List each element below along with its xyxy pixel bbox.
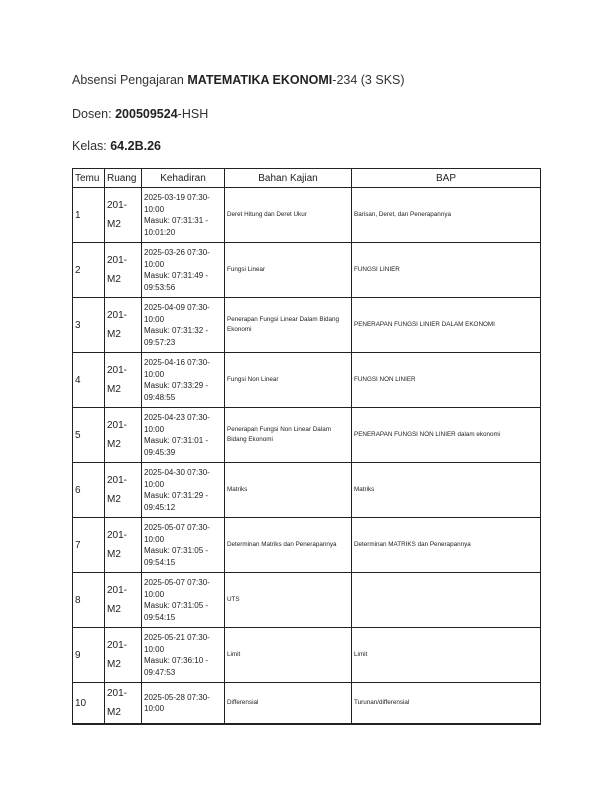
table-header-row (73, 169, 541, 188)
col-header-material: Bahan Kajian (225, 169, 352, 188)
checkin-time: Masuk: 07:31:49 - 09:53:56 (144, 271, 209, 292)
lecturer-suffix: -HSH (177, 107, 209, 121)
lecturer-line (72, 107, 208, 121)
table-row (73, 408, 541, 463)
attendance-cell (142, 408, 225, 463)
material-cell: Penerapan Fungsi Non Linear Dalam Bidang Ekonomi (225, 408, 352, 463)
attendance-cell (142, 463, 225, 518)
attendance-cell (142, 188, 225, 243)
attendance-cell (142, 628, 225, 683)
col-header-bap: BAP (352, 169, 541, 188)
checkin-time: Masuk: 07:31:05 - 09:54:15 (144, 601, 209, 622)
checkin-time: Masuk: 07:31:05 - 09:54:15 (144, 546, 209, 567)
attendance-cell (142, 573, 225, 628)
schedule-time: 2025-04-09 07:30-10:00 (144, 303, 210, 324)
course-suffix: -234 (3 SKS) (332, 73, 405, 87)
meeting-number: 8 (73, 573, 105, 628)
meeting-number: 6 (73, 463, 105, 518)
checkin-time: Masuk: 07:31:29 - 09:45:12 (144, 491, 209, 512)
bap-cell: PENERAPAN FUNGSI NON LINIER dalam ekonomi (352, 408, 541, 463)
schedule-time: 2025-05-21 07:30-10:00 (144, 633, 210, 654)
table-row (73, 463, 541, 518)
checkin-time: Masuk: 07:36:10 - 09:47:53 (144, 656, 209, 677)
schedule-time: 2025-03-26 07:30-10:00 (144, 248, 210, 269)
meeting-number: 4 (73, 353, 105, 408)
attendance-table (72, 168, 541, 725)
attendance-cell (142, 683, 225, 725)
meeting-number: 10 (73, 683, 105, 725)
meeting-number: 7 (73, 518, 105, 573)
schedule-time: 2025-04-23 07:30-10:00 (144, 413, 210, 434)
table-row (73, 353, 541, 408)
table-row (73, 628, 541, 683)
schedule-time: 2025-05-07 07:30-10:00 (144, 523, 210, 544)
schedule-time: 2025-05-07 07:30-10:00 (144, 578, 210, 599)
attendance-cell (142, 243, 225, 298)
checkin-time: Masuk: 07:31:01 - 09:45:39 (144, 436, 209, 457)
bap-cell: FUNGSI NON LINIER (352, 353, 541, 408)
schedule-time: 2025-05-28 07:30-10:00 (144, 692, 210, 713)
room-cell: 201-M2 (105, 628, 142, 683)
attendance-cell (142, 518, 225, 573)
schedule-time: 2025-04-30 07:30-10:00 (144, 468, 210, 489)
checkin-time: Masuk: 07:31:32 - 09:57:23 (144, 326, 209, 347)
schedule-time: 2025-04-16 07:30-10:00 (144, 358, 210, 379)
material-cell: UTS (225, 573, 352, 628)
room-cell: 201-M2 (105, 408, 142, 463)
bap-cell: Matriks (352, 463, 541, 518)
room-cell: 201-M2 (105, 463, 142, 518)
material-cell: Fungsi Non Linear (225, 353, 352, 408)
course-title-line (72, 73, 405, 87)
class-code: 64.2B.26 (110, 139, 161, 153)
attendance-cell (142, 353, 225, 408)
table-body (73, 188, 541, 725)
meeting-number: 1 (73, 188, 105, 243)
bap-cell: Barisan, Deret, dan Penerapannya (352, 188, 541, 243)
bap-cell: Limit (352, 628, 541, 683)
bap-cell: Turunan/differensial (352, 683, 541, 725)
col-header-meeting: Temu (73, 169, 105, 188)
checkin-time: Masuk: 07:33:29 - 09:48:55 (144, 381, 209, 402)
room-cell: 201-M2 (105, 518, 142, 573)
bap-cell (352, 573, 541, 628)
bap-cell: FUNGSI LINIER (352, 243, 541, 298)
meeting-number: 5 (73, 408, 105, 463)
room-cell: 201-M2 (105, 353, 142, 408)
room-cell: 201-M2 (105, 298, 142, 353)
room-cell: 201-M2 (105, 188, 142, 243)
meeting-number: 9 (73, 628, 105, 683)
class-line (72, 139, 161, 153)
schedule-time: 2025-03-19 07:30-10:00 (144, 193, 210, 214)
material-cell: Fungsi Linear (225, 243, 352, 298)
col-header-room: Ruang (105, 169, 142, 188)
attendance-cell (142, 298, 225, 353)
material-cell: Penerapan Fungsi Linear Dalam Bidang Ekonomi (225, 298, 352, 353)
material-cell: Limit (225, 628, 352, 683)
bap-cell: PENERAPAN FUNGSI LINIER DALAM EKONOMI (352, 298, 541, 353)
class-prefix: Kelas: (72, 139, 107, 153)
material-cell: Deret Hitung dan Deret Ukur (225, 188, 352, 243)
col-header-attendance: Kehadiran (142, 169, 225, 188)
checkin-time: Masuk: 07:31:31 - 10:01:20 (144, 216, 209, 237)
material-cell: Determinan Matriks dan Penerapannya (225, 518, 352, 573)
room-cell: 201-M2 (105, 243, 142, 298)
bap-cell: Determinan MATRIKS dan Penerapannya (352, 518, 541, 573)
room-cell: 201-M2 (105, 683, 142, 725)
table-row (73, 518, 541, 573)
lecturer-prefix: Dosen: (72, 107, 112, 121)
meeting-number: 2 (73, 243, 105, 298)
material-cell: Matriks (225, 463, 352, 518)
table-row (73, 298, 541, 353)
course-prefix: Absensi Pengajaran (72, 73, 184, 87)
course-name: MATEMATIKA EKONOMI (187, 73, 333, 87)
lecturer-id: 200509524 (115, 107, 178, 121)
table-row (73, 573, 541, 628)
table-row (73, 243, 541, 298)
table-row (73, 683, 541, 725)
room-cell: 201-M2 (105, 573, 142, 628)
meeting-number: 3 (73, 298, 105, 353)
material-cell: Differensial (225, 683, 352, 725)
table-row (73, 188, 541, 243)
